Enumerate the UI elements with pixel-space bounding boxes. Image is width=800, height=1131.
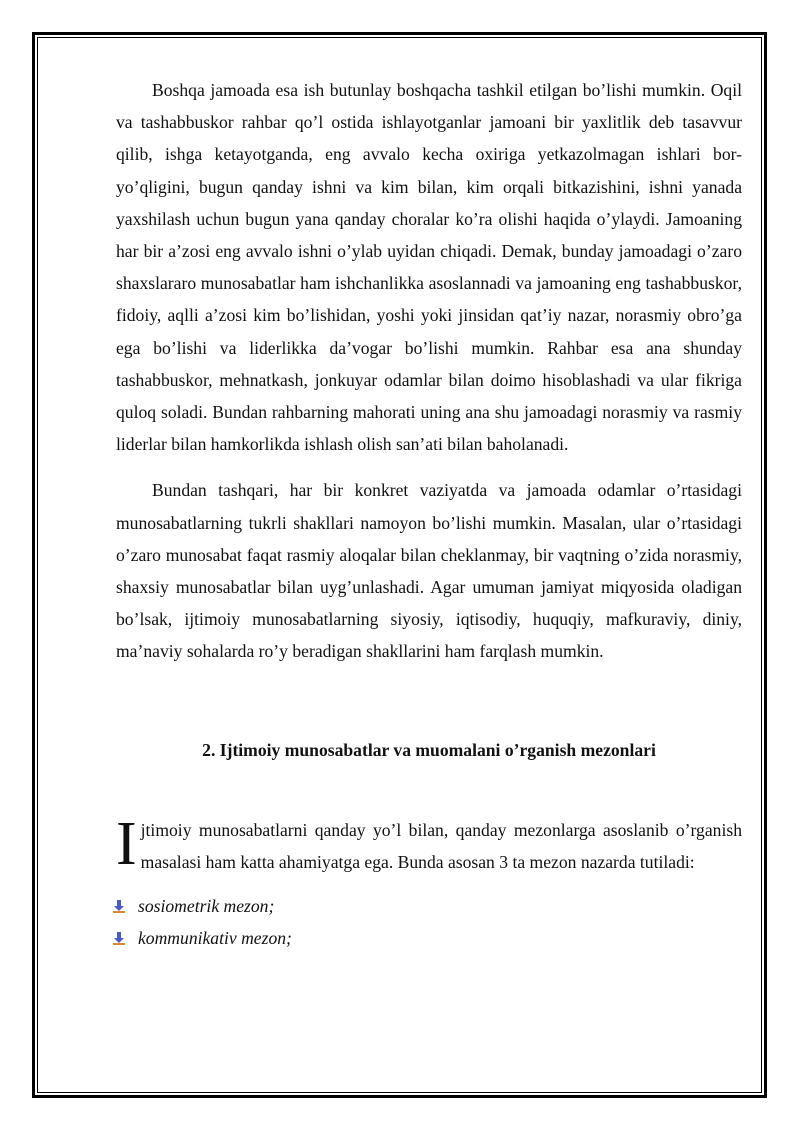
- paragraph-2: Bundan tashqari, har bir konkret vaziyatda va jamoada odamlar o’rtasidagi munosabatlarning tukrli shakllari namoyon bo’lishi mumkin. Masalan, ular o’rtasidagi o’zaro munosabat faqat rasmiy aloqalar bilan cheklanmay, bir vaqtning o’zida norasmiy, shaxsiy munosabatlar bilan uyg’unlashadi. Agar umuman jamiyat miqyosida oladigan bo’lsak, ijtimoiy munosabatlarning siyosiy, iqtisodiy, huquqiy, mafkuraviy, diniy, ma’naviy sohalarda ro’y beradigan shakllarini ham farqlash mumkin.: [116, 480, 742, 662]
- down-arrow-bullet-icon: [112, 899, 126, 913]
- paragraph-1: Boshqa jamoada esa ish butunlay boshqacha tashkil etilgan bo’lishi mumkin. Oqil va tashabbuskor rahbar qo’l ostida ishlayotganlar jamoani bir yaxlitlik deb tasavvur qilib, ishga ketayotganda, eng avvalo kecha oxiriga yetkazolmagan ishlari bor-yo’qligini, bugun qanday ishni va kim bilan, kim orqali bitkazishini, ishni yanada yaxshilash uchun bugun yana qanday choralar ko’ra olishi haqida o’ylaydi. Jamoaning har bir a’zosi eng avvalo ishni o’ylab uyidan chiqadi. Demak, bunday jamoadagi o’zaro shaxslararo munosabatlar ham ishchanlikka asoslannadi va jamoaning eng tashabbuskor, fidoiy, aqlli a’zosi kim bo’lishidan, yoshi yoki jinsidan qat’iy nazar, norasmiy obro’ga ega bo’lishi va liderlikka da’vogar bo’lishi mumkin. Rahbar esa ana shunday tashabbuskor, mehnatkash, jonkuyar odamlar bilan doimo hisoblashadi va ular fikriga quloq soladi. Bundan rahbarning mahorati uning ana shu jamoadagi norasmiy va rasmiy liderlar bilan hamkorlikda ishlash olish san’ati bilan baholanadi.: [116, 80, 742, 455]
- section-heading: 2. Ijtimoiy munosabatlar va muomalani o’rganish mezonlari: [202, 739, 656, 760]
- list-item-text: kommunikativ mezon;: [138, 928, 292, 949]
- dropcap-letter: I: [116, 809, 137, 878]
- list-item: [116, 922, 742, 954]
- list-item: [116, 890, 742, 922]
- list-item-text: sosiometrik mezon;: [138, 896, 275, 917]
- criteria-list: [116, 890, 742, 954]
- document-body: [116, 74, 742, 954]
- dropcap-paragraph: [116, 809, 742, 878]
- down-arrow-bullet-icon: [112, 931, 126, 945]
- dropcap-paragraph-text: jtimoiy munosabatlarni qanday yo’l bilan, qanday mezonlarga asoslanib o’rganish masalasi ham katta ahamiyatga ega. Bunda asosan 3 ta mezon nazarda tutiladi:: [140, 819, 742, 872]
